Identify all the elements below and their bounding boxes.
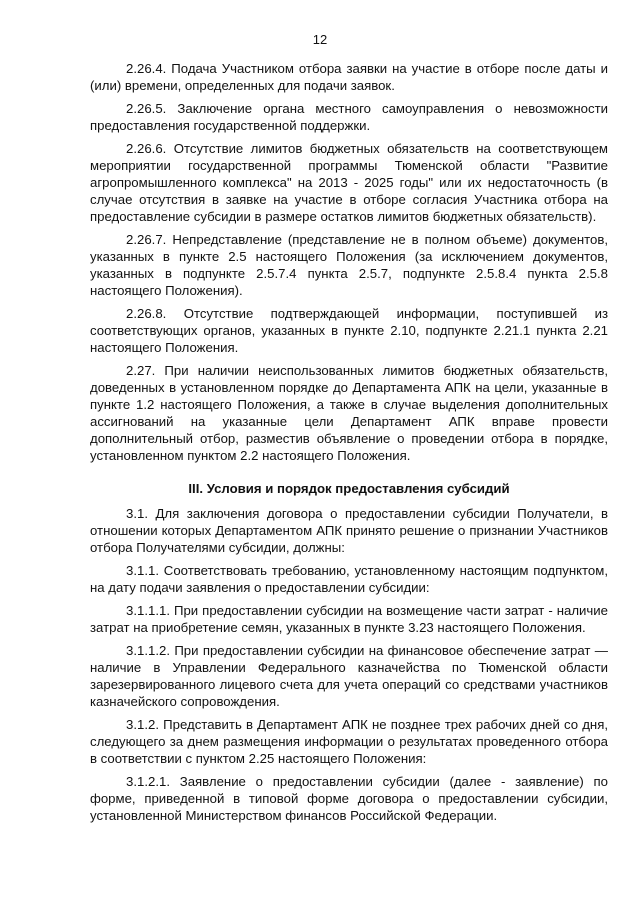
paragraph-3-1-2-1: 3.1.2.1. Заявление о предоставлении субсидии (далее - заявление) по форме, приведенной в типовой форме договора о предоставлении субсидии, установленной Министерством финансов Российской Федерации.: [90, 774, 608, 823]
paragraph-2-26-8: 2.26.8. Отсутствие подтверждающей информации, поступившей из соответствующих органов, указанных в пункте 2.10, подпункте 2.21.1 пункта 2.21 настоящего Положения.: [90, 306, 608, 355]
paragraph-2-26-5: 2.26.5. Заключение органа местного самоуправления о невозможности предоставления государственной поддержки.: [90, 101, 608, 133]
paragraph-3-1-1: 3.1.1. Соответствовать требованию, установленному настоящим подпунктом, на дату подачи заявления о предоставлении субсидии:: [90, 563, 608, 595]
paragraph-2-26-4: 2.26.4. Подача Участником отбора заявки на участие в отборе после даты и (или) времени, определенных для подачи заявок.: [90, 61, 608, 93]
page-number: 12: [312, 32, 328, 47]
paragraph-2-27: 2.27. При наличии неиспользованных лимитов бюджетных обязательств, доведенных в установленном порядке до Департамента АПК на цели, указанные в пункте 1.2 настоящего Положения, а также в случае выделения дополнительных ассигнований на указанные цели Департамент АПК вправе провести дополнительный отбор, разместив объявление о проведении отбора в порядке, установленном пунктом 2.2 настоящего Положения.: [90, 363, 608, 463]
paragraph-2-26-7: 2.26.7. Непредставление (представление не в полном объеме) документов, указанных в пункте 2.5 настоящего Положения (за исключением документов, указанных в подпункте 2.5.7.4 пункта 2.5.7, подпункте 2.5.8.4 пункта 2.5.8 настоящего Положения).: [90, 232, 608, 298]
document-body: [90, 60, 608, 830]
paragraph-3-1: 3.1. Для заключения договора о предоставлении субсидии Получатели, в отношении которых Департаментом АПК принято решение о признании Участников отбора Получателями субсидии, должны:: [90, 506, 608, 555]
paragraph-2-26-6: 2.26.6. Отсутствие лимитов бюджетных обязательств на соответствующем мероприятии государственной программы Тюменской области "Развитие агропромышленного комплекса" на 2013 - 2025 годы" или их недостаточность (в случае отсутствия в заявке на участие в отборе согласия Участника отбора на предоставление субсидии в размере остатков лимитов бюджетных обязательств).: [90, 141, 608, 224]
paragraph-3-1-1-2: 3.1.1.2. При предоставлении субсидии на финансовое обеспечение затрат — наличие в Управлении Федерального казначейства по Тюменской области зарезервированного лицевого счета для учета операций со средствами участников казначейского сопровождения.: [90, 643, 608, 709]
paragraph-3-1-1-1: 3.1.1.1. При предоставлении субсидии на возмещение части затрат - наличие затрат на приобретение семян, указанных в пункте 3.23 настоящего Положения.: [90, 603, 608, 635]
paragraph-3-1-2: 3.1.2. Представить в Департамент АПК не позднее трех рабочих дней со дня, следующего за днем размещения информации о результатах проведенного отбора в соответствии с пунктом 2.25 настоящего Положения:: [90, 717, 608, 766]
section-title: III. Условия и порядок предоставления субсидий: [188, 481, 510, 496]
